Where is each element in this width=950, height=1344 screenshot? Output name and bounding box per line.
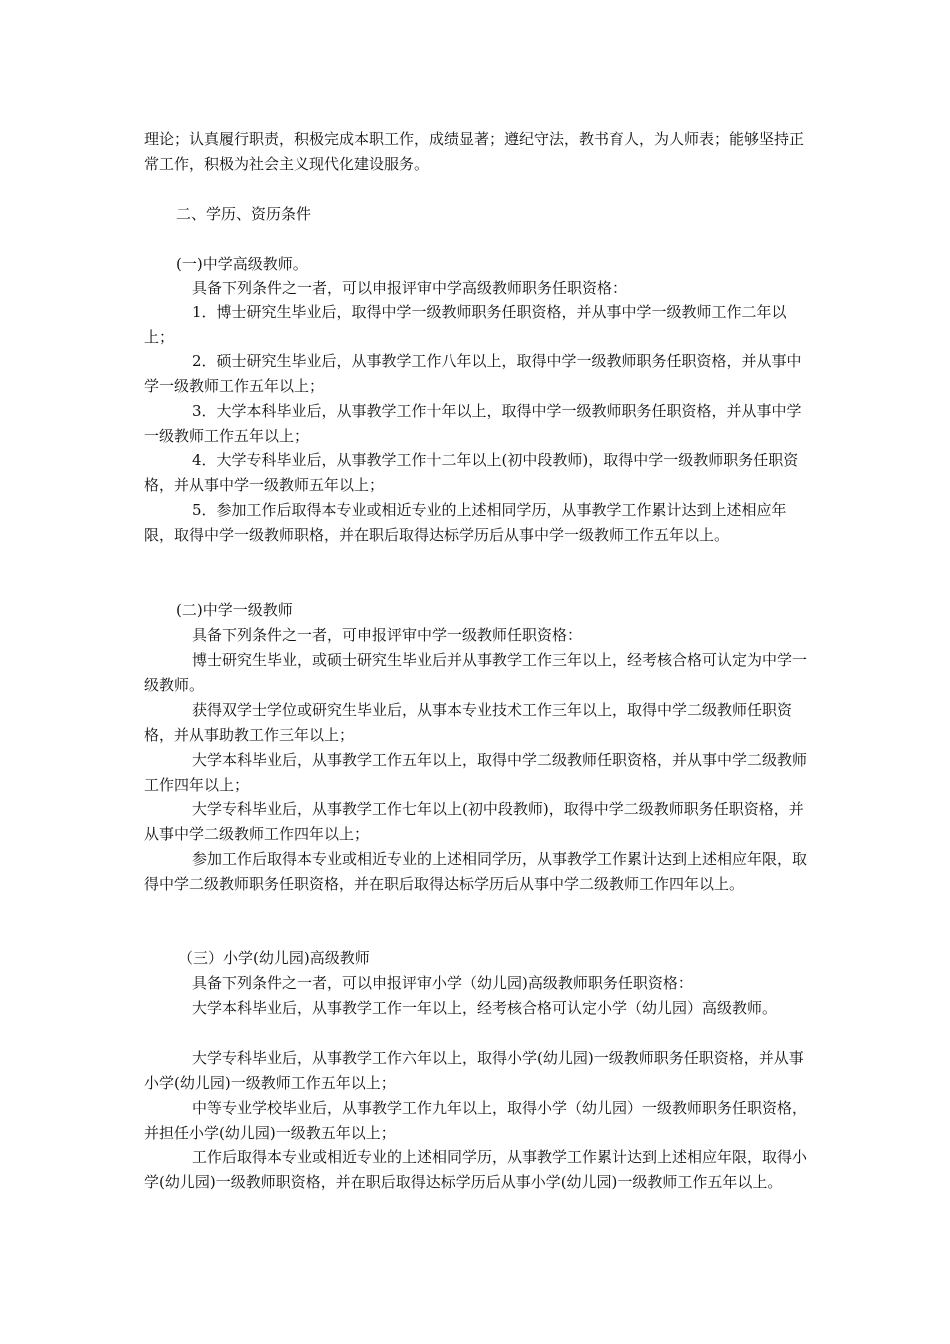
primary-item-3: 中等专业学校毕业后，从事教学工作九年以上，取得小学（幼儿园）一级教师职务任职资格，并担任小学(幼儿园)一级教五年以上；: [144, 1099, 808, 1142]
first-item-4: 大学专科毕业后，从事教学工作七年以上(初中段教师)，取得中学二级教师职务任职资格，并从事中学二级教师工作四年以上；: [144, 800, 804, 843]
senior-item-4: 4．大学专科毕业后，从事教学工作十二年以上(初中段教师)，取得中学一级教师职务任职资格，并从事中学一级教师五年以上；: [144, 451, 799, 494]
section-heading-qualifications: 二、学历、资历条件: [176, 205, 312, 223]
first-item-3: 大学本科毕业后，从事教学工作五年以上，取得中学二级教师任职资格，并从事中学二级教师工作四年以上；: [144, 751, 808, 794]
primary-item-1: 大学本科毕业后，从事教学工作一年以上，经考核合格可认定小学（幼儿园）高级教师。: [192, 999, 778, 1017]
subsection-title-primary-senior-teacher: （三）小学(幼儿园)高级教师: [178, 949, 370, 967]
subsection-title-senior-teacher: (一)中学高级教师。: [176, 255, 308, 273]
senior-item-1: 1．博士研究生毕业后，取得中学一级教师职务任职资格，并从事中学一级教师工作二年以上；: [144, 303, 787, 346]
primary-lead-text: 具备下列条件之一者，可以申报评审小学（幼儿园)高级教师职务任职资格：: [192, 974, 693, 992]
first-item-5: 参加工作后取得本专业或相近专业的上述相同学历，从事教学工作累计达到上述相应年限，取得中学二级教师职务任职资格，并在职后取得达标学历后从事中学二级教师工作四年以上。: [144, 850, 808, 893]
first-item-2: 获得双学士学位或研究生毕业后，从事本专业技术工作三年以上，取得中学二级教师任职资格，并从事助教工作三年以上；: [144, 701, 793, 744]
first-item-1: 博士研究生毕业，或硕士研究生毕业后并从事教学工作三年以上，经考核合格可认定为中学一级教师。: [144, 651, 808, 694]
subsection-title-first-grade-teacher: (二)中学一级教师: [176, 601, 293, 619]
senior-item-2: 2．硕士研究生毕业后，从事教学工作八年以上，取得中学一级教师职务任职资格，并从事中学一级教师工作五年以上；: [144, 352, 802, 395]
senior-item-5: 5．参加工作后取得本专业或相近专业的上述相同学历，从事教学工作累计达到上述相应年限，取得中学一级教师职格，并在职后取得达标学历后从事中学一级教师工作五年以上。: [144, 501, 787, 544]
senior-item-3: 3．大学本科毕业后，从事教学工作十年以上，取得中学一级教师职务任职资格，并从事中学一级教师工作五年以上；: [144, 402, 802, 445]
intro-paragraph: 理论；认真履行职责，积极完成本职工作，成绩显著；遵纪守法，教书育人，为人师表；能够坚持正常工作，积极为社会主义现代化建设服务。: [144, 130, 805, 173]
first-lead-text: 具备下列条件之一者，可申报评审中学一级教师任职资格：: [192, 626, 583, 644]
primary-item-2: 大学专科毕业后，从事教学工作六年以上，取得小学(幼儿园)一级教师职务任职资格，并从事小学(幼儿园)一级教师工作五年以上；: [144, 1049, 804, 1092]
primary-item-4: 工作后取得本专业或相近专业的上述相同学历，从事教学工作累计达到上述相应年限，取得小学(幼儿园)一级教师职资格，并在职后取得达标学历后从事小学(幼儿园)一级教师工作五年以上。: [144, 1148, 808, 1191]
senior-lead-text: 具备下列条件之一者，可以申报评审中学高级教师职务任职资格：: [192, 279, 628, 297]
